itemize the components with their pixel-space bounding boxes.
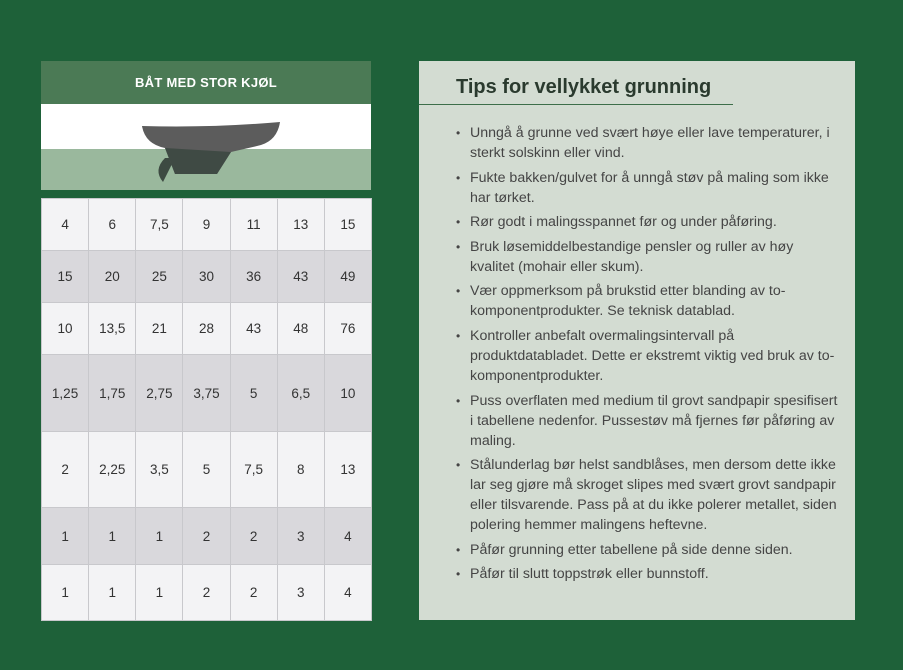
table-cell: 1 [42,565,89,621]
tip-item: • Rør godt i malingsspannet før og under påføring. [470,212,840,232]
table-cell: 2,75 [136,355,183,432]
table-cell: 25 [136,251,183,303]
tips-title: Tips for vellykket grunning [456,76,712,98]
tip-item: • Bruk løsemiddelbestandige pensler og ruller av høy kvalitet (mohair eller skum). [470,237,840,277]
table-cell: 6,5 [277,355,324,432]
table-cell: 5 [183,432,230,508]
table-row [42,199,372,251]
table-cell: 30 [183,251,230,303]
table-cell: 6 [89,199,136,251]
table-cell: 1,25 [42,355,89,432]
tip-item: • Puss overflaten med medium til grovt sandpapir spesifisert i tabellene nedenfor. Pussestøv må fjernes før påføring av maling. [470,391,840,451]
table-cell: 15 [42,251,89,303]
table-cell: 49 [324,251,371,303]
table-cell: 4 [324,565,371,621]
table-row [42,251,372,303]
table-cell: 20 [89,251,136,303]
table-cell: 1 [89,565,136,621]
table-cell: 2 [183,565,230,621]
table-cell: 2,25 [89,432,136,508]
table-cell: 7,5 [136,199,183,251]
table-cell: 1 [89,508,136,565]
table-cell: 28 [183,303,230,355]
table-cell: 1,75 [89,355,136,432]
table-cell: 8 [277,432,324,508]
tip-item: • Vær oppmerksom på brukstid etter blanding av to-komponentprodukter. Se teknisk datablad. [470,281,840,321]
tip-item: • Unngå å grunne ved svært høye eller lave temperaturer, i sterkt solskinn eller vind. [470,123,840,163]
table-cell: 13 [324,432,371,508]
table-cell: 10 [42,303,89,355]
table-cell: 15 [324,199,371,251]
table-cell: 13 [277,199,324,251]
table-row [42,508,372,565]
table-cell: 2 [183,508,230,565]
table-cell: 7,5 [230,432,277,508]
boat-type-title: BÅT MED STOR KJØL [41,61,371,104]
table-cell: 21 [136,303,183,355]
tips-list [470,123,840,589]
tips-panel [419,61,855,620]
table-row [42,565,372,621]
table-cell: 3,5 [136,432,183,508]
table-cell: 1 [42,508,89,565]
table-cell: 36 [230,251,277,303]
table-cell: 9 [183,199,230,251]
table-cell: 4 [324,508,371,565]
boat-hull-icon [41,104,371,190]
table-cell: 43 [277,251,324,303]
table-cell: 13,5 [89,303,136,355]
table-cell: 1 [136,565,183,621]
table-cell: 2 [230,565,277,621]
table-cell: 4 [42,199,89,251]
table-cell: 2 [230,508,277,565]
boat-illustration [41,104,371,190]
table-cell: 3,75 [183,355,230,432]
tip-item: • Kontroller anbefalt overmalingsintervall på produktdatabladet. Dette er ekstremt viktig ved bruk av to-komponentprodukter. [470,326,840,386]
table-row [42,355,372,432]
spec-table [41,198,372,621]
table-cell: 5 [230,355,277,432]
tip-item: • Påfør til slutt toppstrøk eller bunnstoff. [470,564,840,584]
table-cell: 3 [277,508,324,565]
table-cell: 43 [230,303,277,355]
tip-item: • Fukte bakken/gulvet for å unngå støv på maling som ikke har tørket. [470,168,840,208]
table-cell: 10 [324,355,371,432]
table-cell: 2 [42,432,89,508]
boat-panel [41,61,371,190]
table-cell: 3 [277,565,324,621]
tip-item: • Stålunderlag bør helst sandblåses, men dersom dette ikke lar seg gjøre må skroget slipes med svært grovt sandpapir eller tilsvarende. Pass på at du ikke polerer metallet, siden polering hemmer malingens heftevne. [470,455,840,535]
title-underline [419,104,733,105]
table-row [42,303,372,355]
tip-item: • Påfør grunning etter tabellene på side denne siden. [470,540,840,560]
table-cell: 76 [324,303,371,355]
table-cell: 48 [277,303,324,355]
table-cell: 1 [136,508,183,565]
table-cell: 11 [230,199,277,251]
table-row [42,432,372,508]
